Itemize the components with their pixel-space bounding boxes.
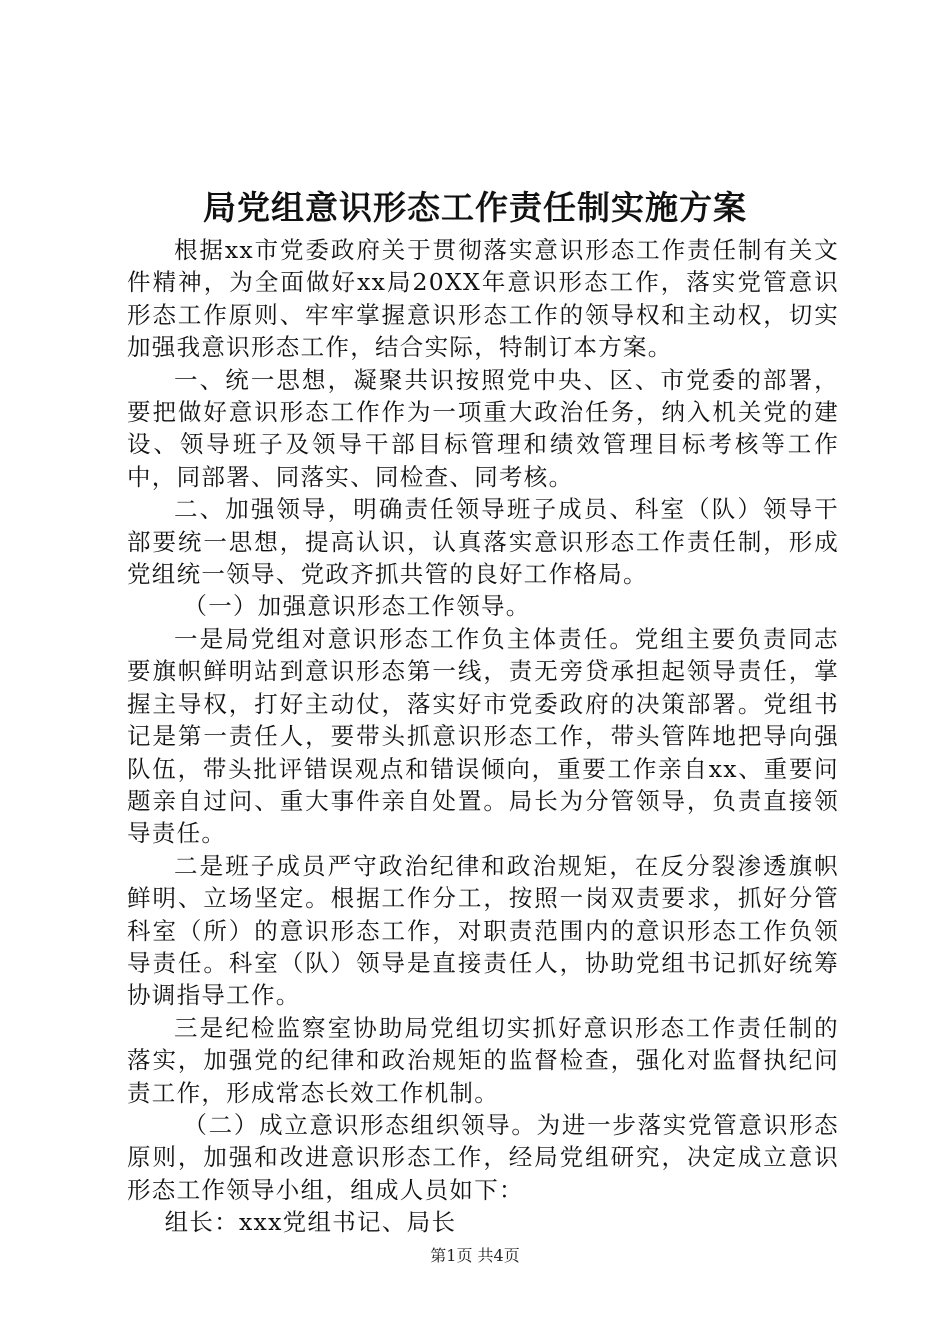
page-footer: 第1页 共4页 bbox=[430, 1246, 520, 1265]
document-title: 局党组意识形态工作责任制实施方案 bbox=[203, 188, 747, 227]
paragraph-group-leader: 组长：xxx党组书记、局长 bbox=[164, 1208, 457, 1237]
paragraph-section-1: 一、统一思想，凝聚共识按照党中央、区、市党委的部署，要把做好意识形态工作作为一项重大政治任务，纳入机关党的建设、领导班子及领导干部目标管理和绩效管理目标考核等工作中，同部署、同落实、同检查、同考核。 bbox=[127, 365, 839, 491]
paragraph-section-2: 二、加强领导，明确责任领导班子成员、科室（队）领导干部要统一思想，提高认识，认真落实意识形态工作责任制，形成党组统一领导、党政齐抓共管的良好工作格局。 bbox=[127, 495, 839, 589]
paragraph-item-3: 三是纪检监察室协助局党组切实抓好意识形态工作责任制的落实，加强党的纪律和政治规矩的监督检查，强化对监督执纪问责工作，形成常态长效工作机制。 bbox=[127, 1013, 839, 1107]
document-body bbox=[127, 234, 839, 1239]
paragraph-item-2: 二是班子成员严守政治纪律和政治规矩，在反分裂渗透旗帜鲜明、立场坚定。根据工作分工，按照一岗双责要求，抓好分管科室（所）的意识形态工作，对职责范围内的意识形态工作负领导责任。科室（队）领导是直接责任人，协助党组书记抓好统筹协调指导工作。 bbox=[127, 851, 839, 1010]
paragraph-subheading-2: （二）成立意识形态组织领导。为进一步落实党管意识形态原则，加强和改进意识形态工作，经局党组研究，决定成立意识形态工作领导小组，组成人员如下： bbox=[127, 1110, 839, 1204]
paragraph-item-1: 一是局党组对意识形态工作负主体责任。党组主要负责同志要旗帜鲜明站到意识形态第一线，责无旁贷承担起领导责任，掌握主导权，打好主动仗，落实好市党委政府的决策部署。党组书记是第一责任人，要带头抓意识形态工作，带头管阵地把导向强队伍，带头批评错误观点和错误倾向，重要工作亲自xx、重要问题亲自过问、重大事件亲自处置。局长为分管领导，负责直接领导责任。 bbox=[127, 624, 839, 848]
paragraph-intro: 根据xx市党委政府关于贯彻落实意识形态工作责任制有关文件精神，为全面做好xx局20XX年意识形态工作，落实党管意识形态工作原则、牢牢掌握意识形态工作的领导权和主动权，切实加强我意识形态工作，结合实际，特制订本方案。 bbox=[127, 236, 839, 362]
paragraph-subheading-1: （一）加强意识形态工作领导。 bbox=[183, 592, 531, 621]
